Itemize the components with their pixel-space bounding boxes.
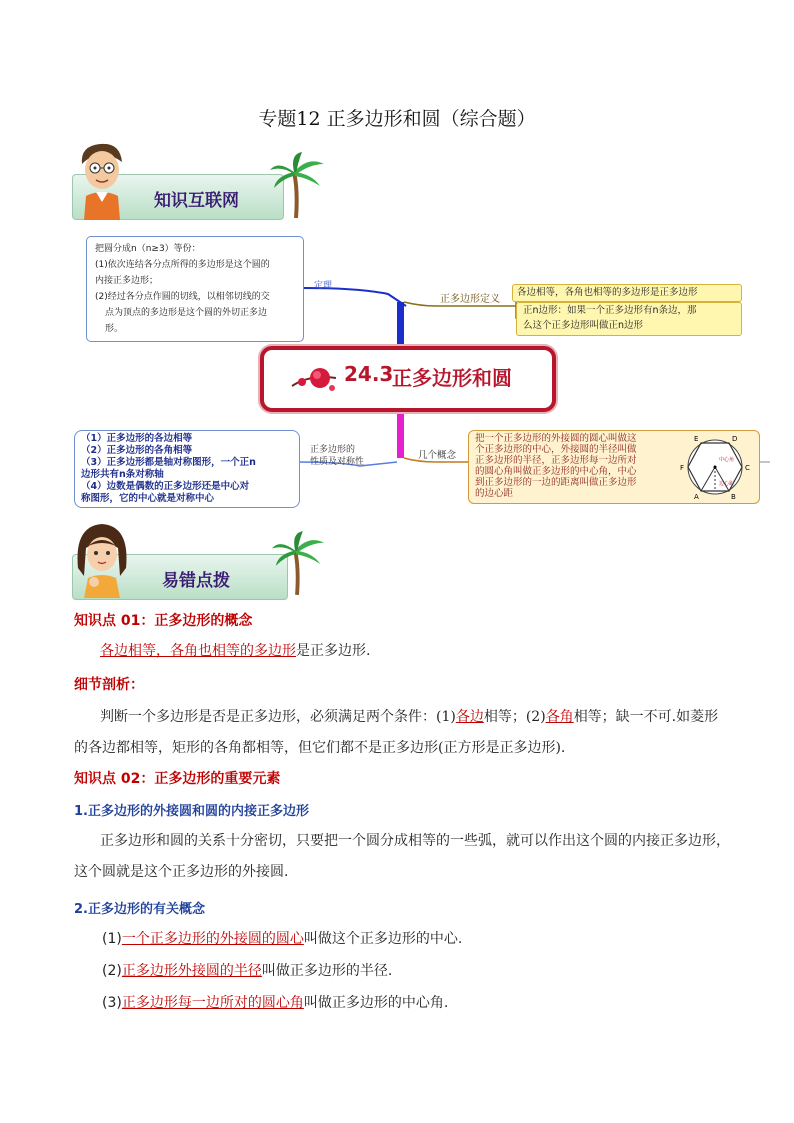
theorem-line: 形。 xyxy=(105,324,124,334)
vertex-label: C xyxy=(745,464,750,472)
concept-item-3 xyxy=(102,988,448,1019)
subsection-1-heading: 1.正多边形的外接圆和圆的内接正多边形 xyxy=(74,804,309,819)
concept-line: 正多边形的半径，正多边形每一边所对 xyxy=(475,455,637,466)
theorem-line: (2)经过各分点作圆的切线，以相邻切线的交 xyxy=(95,292,270,302)
branch-theorem-label: 定理 xyxy=(314,281,333,291)
concept-line: 到正多边形的一边的距离叫做正多边形 xyxy=(475,477,637,488)
concept-line: 把一个正多边形的外接圆的圆心叫做这 xyxy=(475,433,637,444)
detail-line-1 xyxy=(74,702,724,733)
detail-text: 判断一个多边形是否是正多边形，必须满足两个条件：(1) xyxy=(100,709,456,725)
flower-icon xyxy=(290,360,340,398)
section-1-heading: 知识点 01：正多边形的概念 xyxy=(74,613,253,629)
center-node-label: 正多边形和圆 xyxy=(392,366,512,390)
center-node-number: 24.3 xyxy=(344,362,394,386)
branch-properties-line: 性质及对称性 xyxy=(310,457,365,467)
property-line: （2）正多边形的各角相等 xyxy=(81,445,193,456)
detail-paragraph xyxy=(74,702,724,764)
mind-map xyxy=(60,226,770,516)
branch-properties-label xyxy=(310,444,364,468)
theorem-line: 点为顶点的多边形是这个圆的外切正多边 xyxy=(105,308,268,318)
vertex-label: D xyxy=(732,435,738,443)
vertex-label: F xyxy=(680,464,685,472)
item-text: 叫做这个正多边形的中心. xyxy=(303,931,463,947)
theorem-line: (1)依次连结各分点所得的多边形是这个圆的 xyxy=(95,260,270,270)
banner-label: 易错点拨 xyxy=(162,571,230,591)
page-title: 专题12 正多边形和圆（综合题） xyxy=(258,108,536,130)
detail-text: 相等；缺一不可.如菱形 xyxy=(573,709,719,725)
hexagon-diagram xyxy=(679,433,755,501)
detail-highlight: 各边 xyxy=(455,709,484,725)
concept-text xyxy=(475,433,671,499)
common-mistakes-banner xyxy=(72,520,326,598)
palm-tree-icon xyxy=(270,528,326,598)
section-2-heading: 知识点 02：正多边形的重要元素 xyxy=(74,771,281,787)
branch-definition-label: 正多边形定义 xyxy=(440,294,500,305)
palm-tree-icon xyxy=(268,150,326,220)
property-line: 边形共有n条对称轴 xyxy=(81,469,164,480)
branch-concepts-label: 几个概念 xyxy=(418,450,457,461)
knowledge-network-banner xyxy=(72,140,326,220)
theorem-line: 把圆分成n（n≥3）等份： xyxy=(95,244,201,254)
item-number: (2) xyxy=(102,963,122,979)
detail-line-2: 的各边都相等，矩形的各角都相等，但它们都不是正多边形(正方形是正多边形). xyxy=(74,740,566,756)
properties-box xyxy=(74,430,300,508)
banner-label: 知识互联网 xyxy=(154,191,239,211)
item-number: (3) xyxy=(102,995,122,1011)
item-highlight: 正多边形每一边所对的圆心角 xyxy=(121,995,304,1011)
section-1-definition xyxy=(100,636,370,667)
definition-text: 么这个正多边形叫做正n边形 xyxy=(523,320,644,331)
boy-cartoon-icon xyxy=(72,140,132,220)
property-line: （3）正多边形都是轴对称图形，一个正n xyxy=(81,457,256,468)
theorem-box xyxy=(86,236,304,342)
apothem-label: 边心距 xyxy=(719,481,735,487)
vertex-label: E xyxy=(694,435,699,443)
property-line: 称图形，它的中心就是对称中心 xyxy=(81,493,215,504)
property-line: （4）边数是偶数的正多边形还是中心对 xyxy=(81,481,250,492)
definition-text: 各边相等，各角也相等的多边形是正多边形 xyxy=(517,287,698,298)
definition-box-2 xyxy=(516,302,742,336)
definition-highlight: 各边相等，各角也相等的多边形 xyxy=(100,643,296,659)
concept-line: 的圆心角叫做正多边形的中心角，中心 xyxy=(475,466,637,477)
item-text: 叫做正多边形的半径. xyxy=(261,963,393,979)
concept-item-2 xyxy=(102,956,392,987)
theorem-line: 内接正多边形； xyxy=(95,276,159,286)
definition-text: 是正多边形. xyxy=(296,643,371,659)
vertex-label: B xyxy=(731,493,736,501)
subsection-1-line: 这个圆就是这个正多边形的外接圆. xyxy=(74,864,289,880)
girl-cartoon-icon xyxy=(72,520,132,598)
subsection-1-line: 正多边形和圆的关系十分密切，只要把一个圆分成相等的一些弧，就可以作出这个圆的内接正多边形， xyxy=(100,833,730,849)
definition-text: 正n边形：如果一个正多边形有n条边，那 xyxy=(523,305,697,316)
detail-text: 相等；(2) xyxy=(483,709,546,725)
concept-item-1 xyxy=(102,924,462,955)
concept-line: 个正多边形的中心，外接圆的半径叫做 xyxy=(475,444,637,455)
central-angle-label: 中心角 xyxy=(719,457,735,463)
item-number: (1) xyxy=(102,931,122,947)
property-line: （1）正多边形的各边相等 xyxy=(81,433,193,444)
branch-properties-line: 正多边形的 xyxy=(310,445,356,455)
subsection-1-paragraph xyxy=(74,826,734,888)
center-node xyxy=(260,346,556,412)
definition-box-1 xyxy=(512,284,742,302)
detail-highlight: 各角 xyxy=(545,709,574,725)
item-text: 叫做正多边形的中心角. xyxy=(303,995,449,1011)
vertex-label: A xyxy=(694,493,699,501)
item-highlight: 正多边形外接圆的半径 xyxy=(121,963,262,979)
detail-heading: 细节剖析： xyxy=(74,677,144,693)
subsection-2-heading: 2.正多边形的有关概念 xyxy=(74,902,205,917)
item-highlight: 一个正多边形的外接圆的圆心 xyxy=(121,931,304,947)
concept-line: 的边心距 xyxy=(475,488,514,499)
concept-box xyxy=(468,430,760,504)
